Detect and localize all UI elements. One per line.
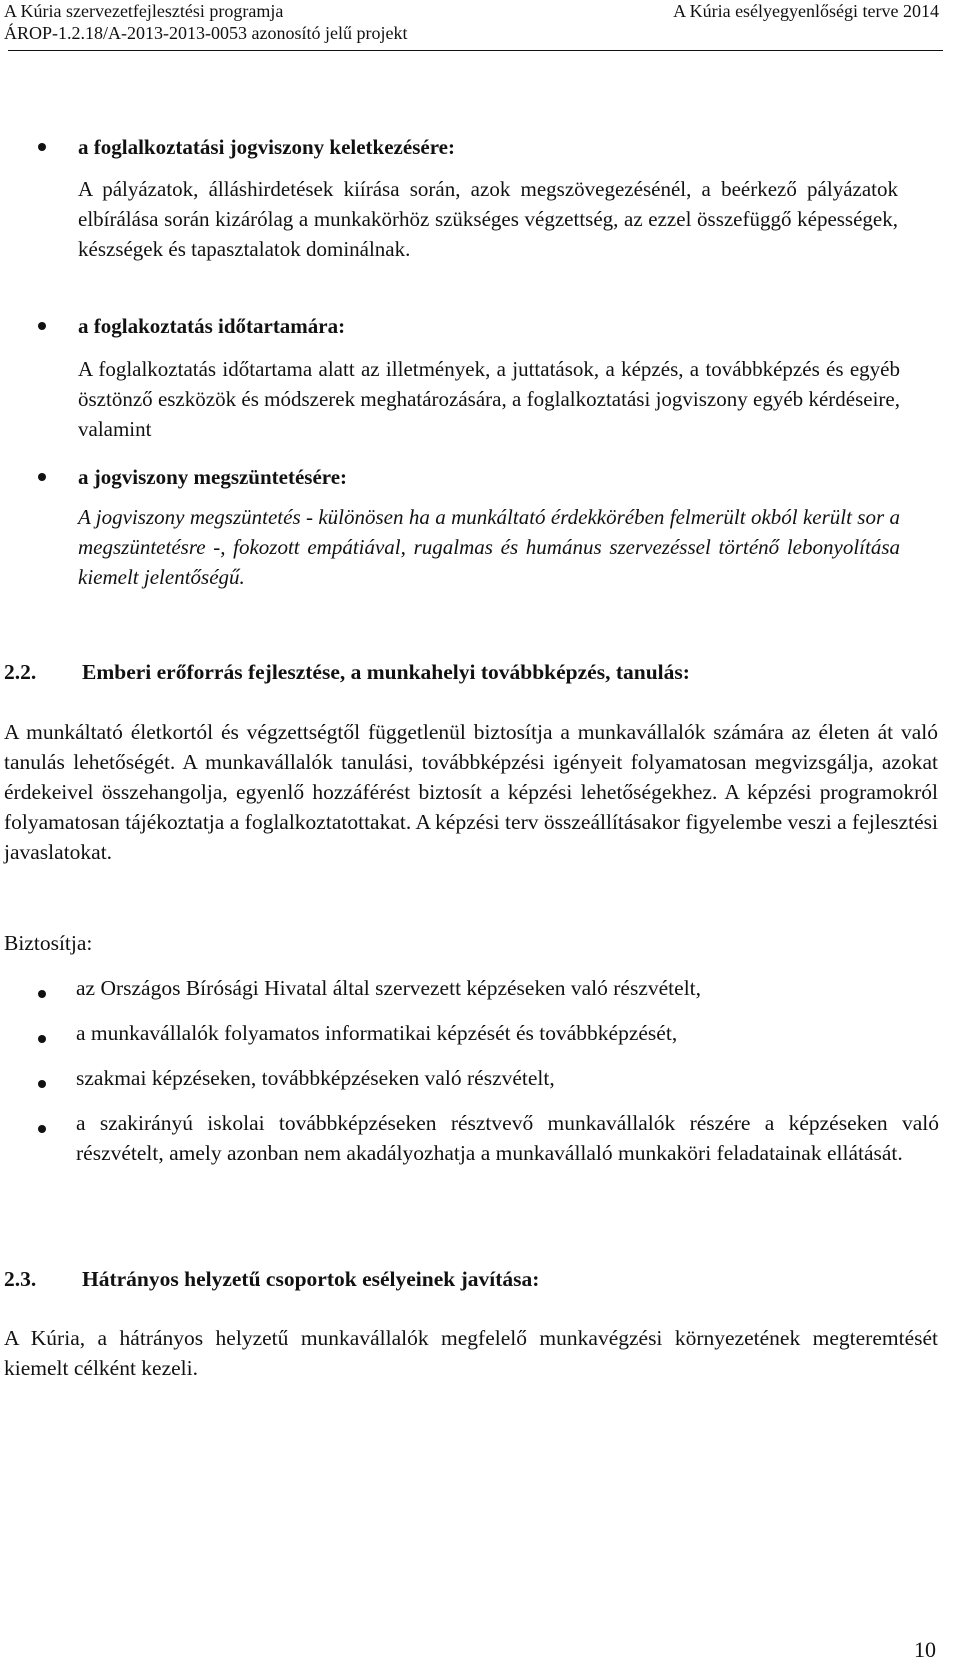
list-item-text: a szakirányú iskolai továbbképzéseken résztvevő munkavállalók részére a képzéseken való részvételt, amely azonban nem akadályozhatja a munkavállaló munkaköri feladatainak ellátását. bbox=[76, 1111, 939, 1165]
header-plan-title: A Kúria esélyegyenlőségi terve 2014 bbox=[673, 1, 939, 21]
header-project-id: ÁROP-1.2.18/A-2013-2013-0053 azonosító jelű projekt bbox=[4, 23, 408, 43]
bullet-icon bbox=[38, 143, 46, 151]
list-item-text: az Országos Bírósági Hivatal által szervezett képzéseken való részvételt, bbox=[76, 976, 702, 1000]
list-item-body: A pályázatok, álláshirdetések kiírása során, azok megszövegezésénél, a beérkező pályázatok elbírálása során kizárólag a munkakörhöz szükséges végzettség, az ezzel összefüggő képességek, készségek és tapasztalatok dominálnak. bbox=[78, 177, 898, 261]
list-item-text: szakmai képzéseken, továbbképzéseken való részvételt, bbox=[76, 1066, 555, 1090]
bullet-icon bbox=[38, 1035, 46, 1043]
ensures-label: Biztosítja: bbox=[4, 931, 93, 955]
bullet-icon bbox=[38, 322, 46, 330]
section-paragraph: A munkáltató életkortól és végzettségtől függetlenül biztosítja a munkavállalók számára az életen át való tanulás lehetőségét. A munkavállalók tanulási, továbbképzési igényeit folyamatosan megvizsgálja, azokat érdekeivel összehangolja, egyenlő hozzáférést biztosít a képzési lehetőségekhez. A képzési programokról folyamatosan tájékoztatja a foglalkoztatottakat. A képzési terv összeállításakor figyelembe veszi a fejlesztési javaslatokat. bbox=[4, 720, 938, 864]
bullet-icon bbox=[38, 1080, 46, 1088]
page-number: 10 bbox=[914, 1637, 936, 1662]
section-paragraph: A Kúria, a hátrányos helyzetű munkavállalók megfelelő munkavégzési környezetének megteremtését kiemelt célként kezeli. bbox=[4, 1326, 938, 1380]
list-item-title: a foglalkoztatási jogviszony keletkezésére: bbox=[78, 135, 455, 159]
list-item-body: A jogviszony megszüntetés - különösen ha a munkáltató érdekkörében felmerült okból került sor a megszüntetésre -, fokozott empátiával, rugalmas és humánus szervezéssel történő lebonyolítása kiemelt jelentőségű. bbox=[78, 505, 900, 589]
list-item-text: a munkavállalók folyamatos informatikai képzését és továbbképzését, bbox=[76, 1021, 678, 1045]
bullet-icon bbox=[38, 990, 46, 998]
list-item-body: A foglalkoztatás időtartama alatt az illetmények, a juttatások, a képzés, a továbbképzés és egyéb ösztönző eszközök és módszerek meghatározására, a foglalkoztatási jogviszony egyéb kérdéseire, valamint bbox=[78, 357, 900, 441]
section-title: Hátrányos helyzetű csoportok esélyeinek javítása: bbox=[82, 1267, 540, 1291]
section-number: 2.3. bbox=[4, 1267, 37, 1291]
bullet-icon bbox=[38, 473, 46, 481]
section-title: Emberi erőforrás fejlesztése, a munkahelyi továbbképzés, tanulás: bbox=[82, 660, 690, 684]
section-number: 2.2. bbox=[4, 660, 37, 684]
bullet-icon bbox=[38, 1125, 46, 1133]
header-rule bbox=[8, 50, 943, 51]
list-item-title: a foglakoztatás időtartamára: bbox=[78, 314, 346, 338]
list-item-title: a jogviszony megszüntetésére: bbox=[78, 465, 348, 489]
page-header bbox=[4, 0, 939, 44]
header-program-title: A Kúria szervezetfejlesztési programja bbox=[4, 1, 284, 21]
